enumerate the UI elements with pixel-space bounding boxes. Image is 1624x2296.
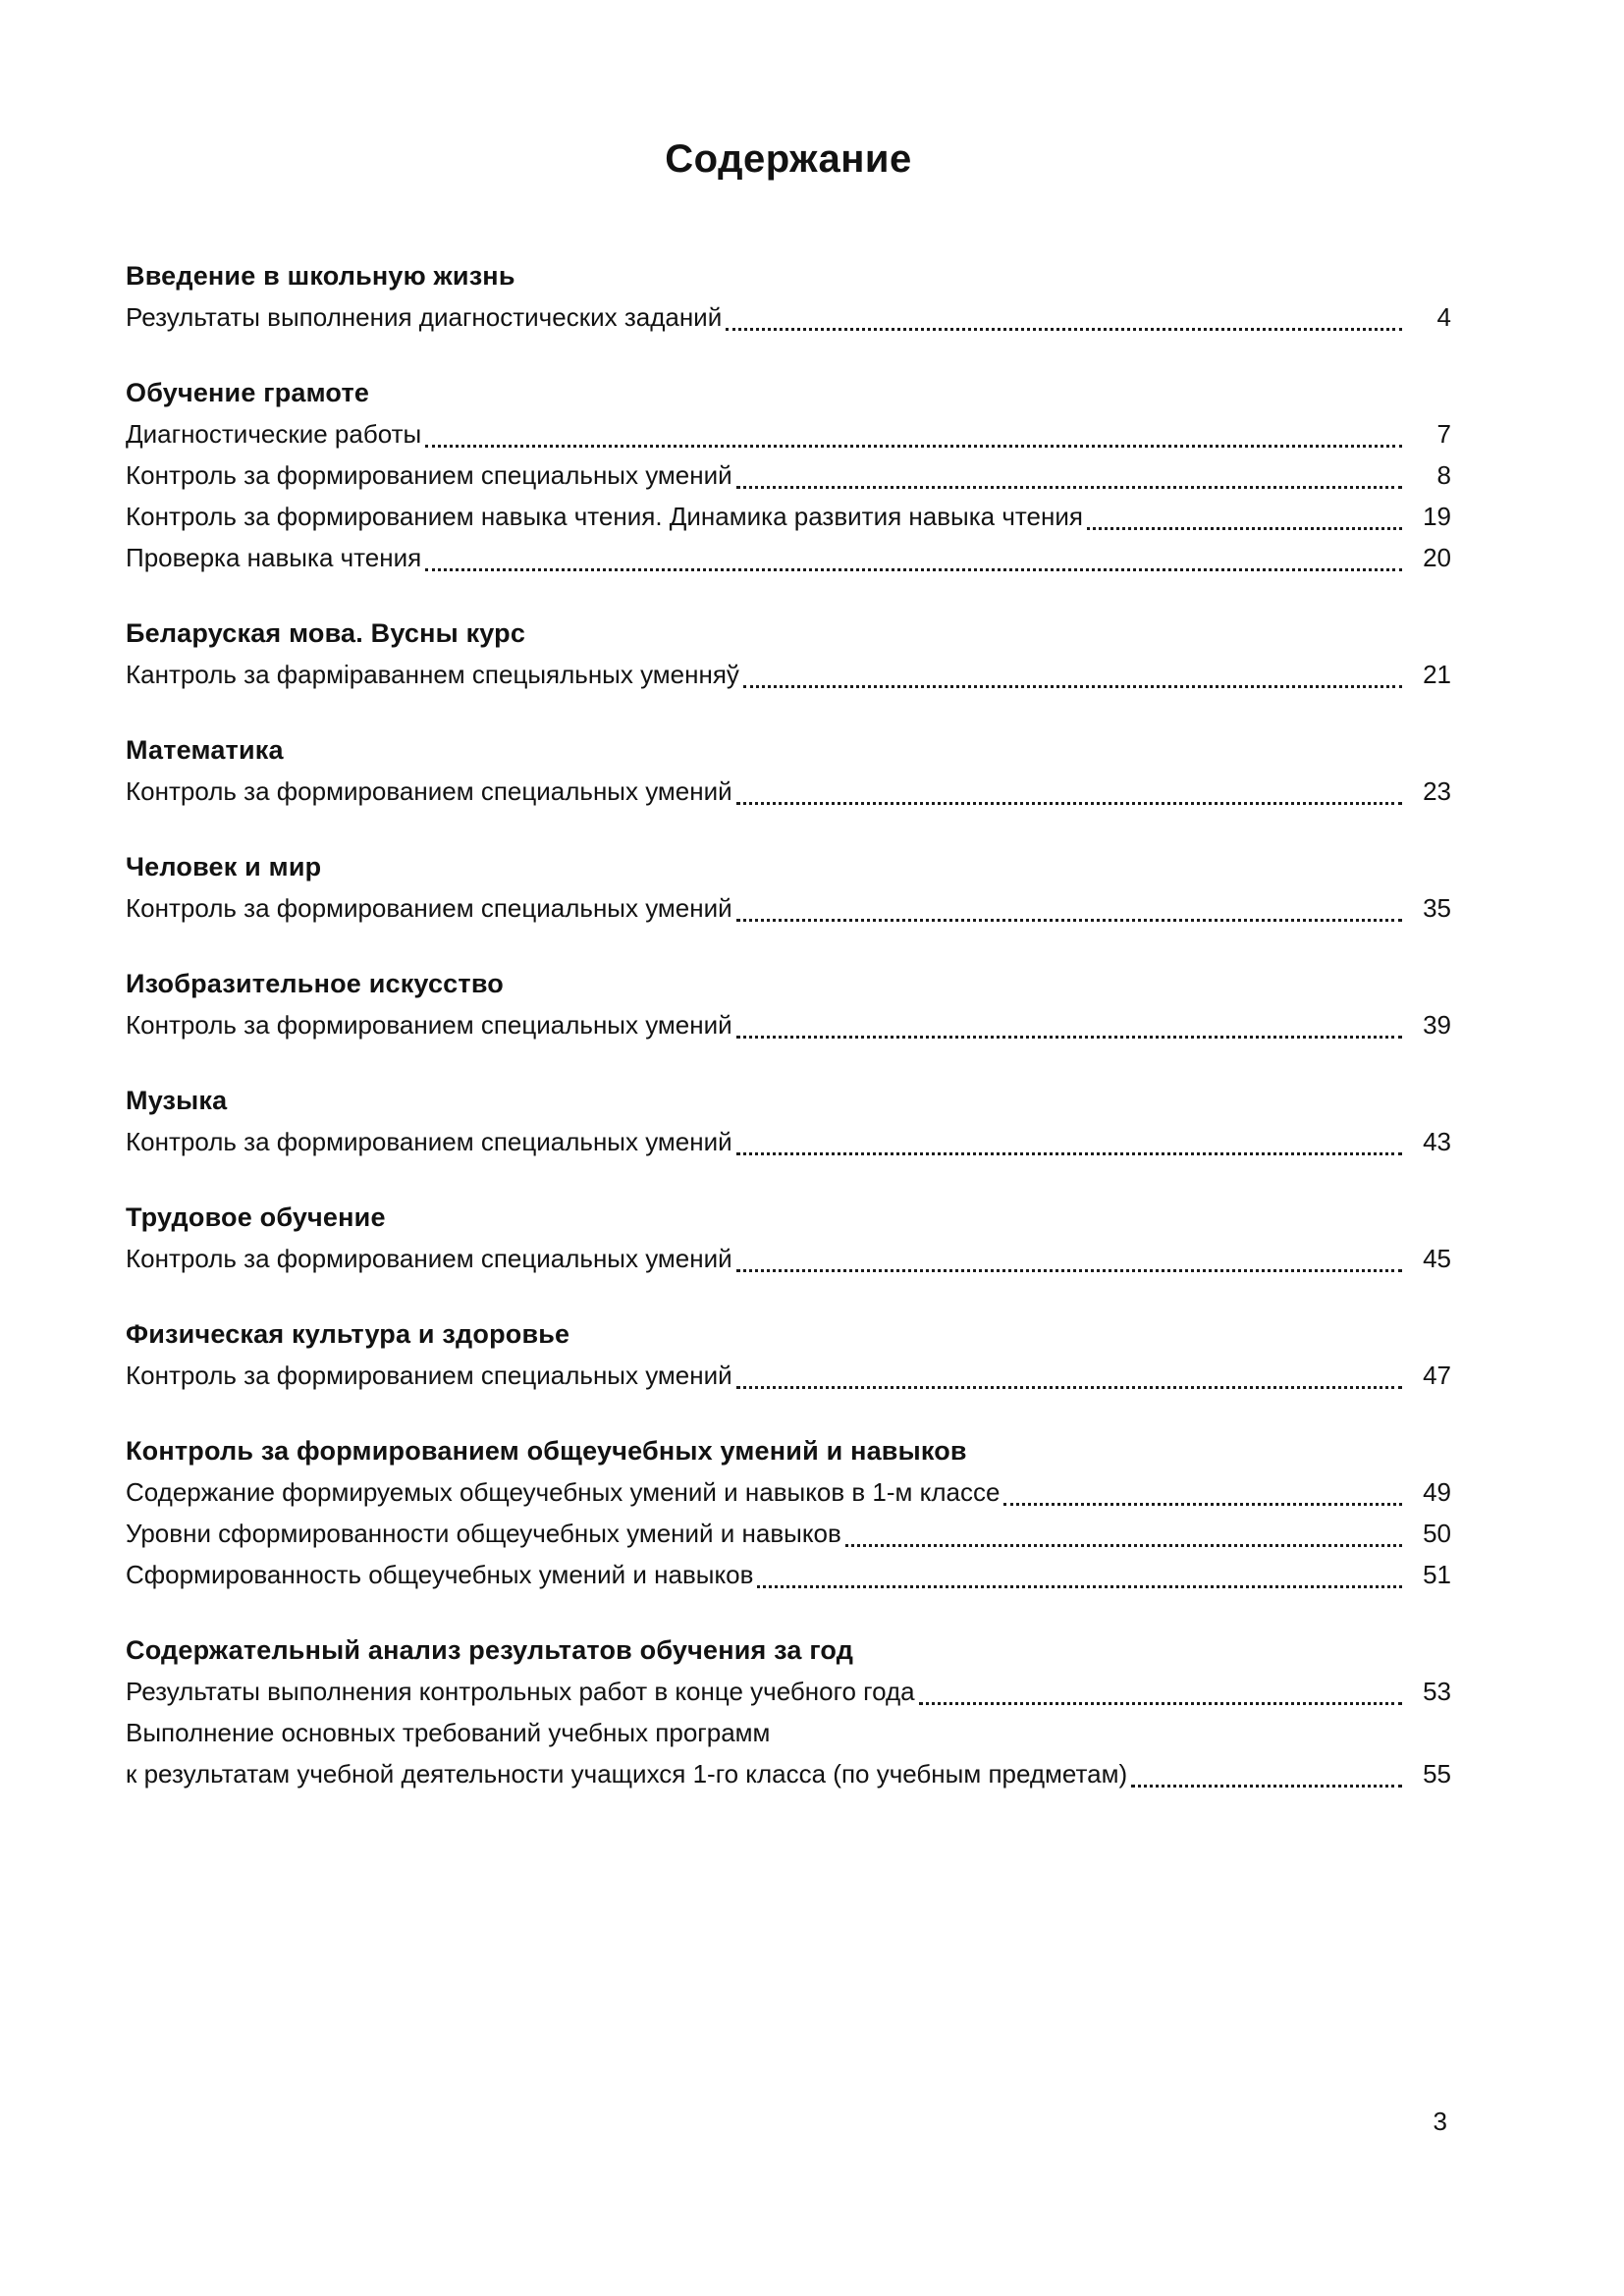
toc-entry [126, 1121, 1451, 1162]
toc-entry [126, 1004, 1451, 1045]
toc-entry [126, 1554, 1451, 1595]
dot-leader [736, 802, 1402, 805]
toc-section [126, 846, 1451, 929]
toc-entry-page: 45 [1423, 1244, 1451, 1273]
dot-leader [425, 445, 1402, 448]
toc-entry [126, 1355, 1451, 1396]
toc-entry-label: Содержание формируемых общеучебных умений и навыков в 1-м классе [126, 1477, 1001, 1507]
toc-entry-label: к результатам учебной деятельности учащихся 1-го класса (по учебным предметам) [126, 1759, 1128, 1789]
toc-entry-label: Результаты выполнения контрольных работ в конце учебного года [126, 1677, 915, 1706]
toc-entry-label: Выполнение основных требований учебных программ [126, 1718, 771, 1747]
page-number: 3 [1433, 2107, 1447, 2136]
toc-section-heading: Беларуская мова. Вусны курс [126, 618, 526, 648]
toc-entry-page: 19 [1423, 502, 1451, 531]
toc-section [126, 963, 1451, 1045]
dot-leader [736, 1152, 1402, 1155]
toc-entry-page: 47 [1423, 1361, 1451, 1390]
dot-leader [919, 1702, 1402, 1705]
page-title: Содержание [665, 137, 912, 181]
toc-section [126, 1197, 1451, 1279]
toc-entry [126, 413, 1451, 454]
toc-entry-label: Контроль за формированием специальных умений [126, 893, 732, 923]
toc-entry-label: Уровни сформированности общеучебных умений и навыков [126, 1519, 841, 1548]
dot-leader [726, 328, 1402, 331]
toc-entry [126, 1671, 1451, 1712]
toc-entry-label: Контроль за формированием специальных умений [126, 1127, 732, 1156]
toc-entry-page: 55 [1423, 1759, 1451, 1789]
toc-section-heading: Контроль за формированием общеучебных умений и навыков [126, 1436, 967, 1466]
toc-entry-page: 50 [1423, 1519, 1451, 1548]
dot-leader [757, 1585, 1402, 1588]
toc-section [126, 372, 1451, 578]
toc-entry-label: Кантроль за фарміраваннем спецыяльных уменняў [126, 660, 739, 689]
toc-entry-label: Сформированность общеучебных умений и навыков [126, 1560, 754, 1589]
dot-leader [736, 486, 1402, 489]
toc-entry [126, 1238, 1451, 1279]
toc-entry-page: 20 [1423, 543, 1451, 572]
dot-leader [736, 1269, 1402, 1272]
toc-entry-page: 49 [1423, 1477, 1451, 1507]
toc-section-heading: Введение в школьную жизнь [126, 261, 515, 291]
toc-entry-label: Контроль за формированием специальных умений [126, 1010, 732, 1040]
toc-entry-page: 8 [1436, 460, 1451, 490]
toc-entry [126, 654, 1451, 695]
toc-section [126, 1313, 1451, 1396]
toc-section [126, 255, 1451, 338]
toc-section-heading: Трудовое обучение [126, 1202, 386, 1232]
dot-leader [1087, 527, 1402, 530]
toc-entry [126, 1513, 1451, 1554]
toc-entry-page: 21 [1423, 660, 1451, 689]
toc-entry [126, 1712, 1451, 1753]
dot-leader [845, 1544, 1402, 1547]
dot-leader [736, 1036, 1402, 1039]
toc-entry-label: Контроль за формированием специальных умений [126, 776, 732, 806]
toc-section [126, 1080, 1451, 1162]
dot-leader [736, 1386, 1402, 1389]
toc-entry-page: 39 [1423, 1010, 1451, 1040]
toc-section-heading: Человек и мир [126, 852, 322, 881]
toc-entry [126, 454, 1451, 496]
toc-section-heading: Содержательный анализ результатов обучения за год [126, 1635, 854, 1665]
toc-entry-page: 4 [1436, 302, 1451, 332]
toc-section-heading: Музыка [126, 1086, 228, 1115]
toc-entry-label: Контроль за формированием навыка чтения. Динамика развития навыка чтения [126, 502, 1083, 531]
toc-section-heading: Обучение грамоте [126, 378, 370, 407]
toc-entry-page: 51 [1423, 1560, 1451, 1589]
toc-entry-page: 35 [1423, 893, 1451, 923]
dot-leader [1003, 1503, 1402, 1506]
toc-entry-label: Контроль за формированием специальных умений [126, 1244, 732, 1273]
toc-section [126, 1629, 1451, 1794]
toc-section-heading: Математика [126, 735, 284, 765]
dot-leader [425, 568, 1402, 571]
toc-entry-label: Контроль за формированием специальных умений [126, 1361, 732, 1390]
toc-entry-page: 7 [1436, 419, 1451, 449]
toc-entry [126, 496, 1451, 537]
toc-section [126, 613, 1451, 695]
toc-entry [126, 887, 1451, 929]
toc-list [126, 255, 1451, 1794]
toc-entry [126, 1753, 1451, 1794]
toc-section [126, 1430, 1451, 1595]
toc-section [126, 729, 1451, 812]
toc-entry [126, 1471, 1451, 1513]
dot-leader [743, 685, 1402, 688]
toc-entry [126, 771, 1451, 812]
toc-section-heading: Физическая культура и здоровье [126, 1319, 570, 1349]
toc-section-heading: Изобразительное искусство [126, 969, 504, 998]
toc-entry-page: 43 [1423, 1127, 1451, 1156]
dot-leader [736, 919, 1402, 922]
toc-entry-page: 23 [1423, 776, 1451, 806]
toc-entry-label: Проверка навыка чтения [126, 543, 422, 572]
dot-leader [1131, 1785, 1402, 1788]
toc-entry-label: Диагностические работы [126, 419, 422, 449]
toc-entry [126, 537, 1451, 578]
toc-entry-label: Контроль за формированием специальных умений [126, 460, 732, 490]
toc-entry [126, 296, 1451, 338]
toc-entry-page: 53 [1423, 1677, 1451, 1706]
toc-entry-label: Результаты выполнения диагностических заданий [126, 302, 723, 332]
